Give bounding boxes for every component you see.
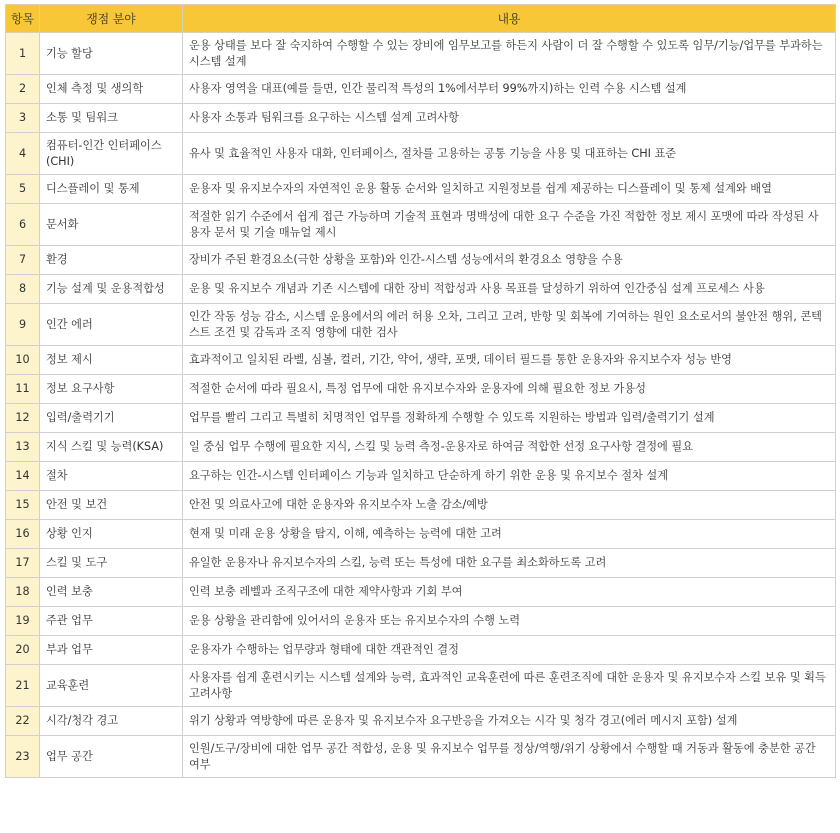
issue-area: 정보 제시 xyxy=(40,346,183,375)
header-area: 쟁점 분야 xyxy=(40,5,183,33)
issue-content: 인원/도구/장비에 대한 업무 공간 적합성, 운용 및 유지보수 업무를 정상/역행/위기 상황에서 수행할 때 거동과 활동에 충분한 공간 여부 xyxy=(183,736,836,778)
issue-content: 장비가 주된 환경요소(극한 상황을 포함)와 인간-시스템 성능에서의 환경요소 영향을 수용 xyxy=(183,246,836,275)
row-number: 22 xyxy=(6,707,40,736)
issue-area: 업무 공간 xyxy=(40,736,183,778)
row-number: 7 xyxy=(6,246,40,275)
issue-area: 인체 측정 및 생의학 xyxy=(40,75,183,104)
table-row xyxy=(6,736,836,778)
issue-area: 스킬 및 도구 xyxy=(40,549,183,578)
row-number: 14 xyxy=(6,462,40,491)
issue-content: 업무를 빨리 그리고 특별히 치명적인 업무를 정확하게 수행할 수 있도록 지원하는 방법과 입력/출력기기 설계 xyxy=(183,404,836,433)
table-row xyxy=(6,75,836,104)
table-header-row xyxy=(6,5,836,33)
issue-content: 현재 및 미래 운용 상황을 탐지, 이해, 예측하는 능력에 대한 고려 xyxy=(183,520,836,549)
issue-area: 입력/출력기기 xyxy=(40,404,183,433)
header-no: 항목 xyxy=(6,5,40,33)
issue-content: 사용자를 쉽게 훈련시키는 시스템 설계와 능력, 효과적인 교육훈련에 따른 훈련조직에 대한 운용자 및 유지보수자 스킬 보유 및 획득 고려사항 xyxy=(183,665,836,707)
issue-content: 운용 및 유지보수 개념과 기존 시스템에 대한 장비 적합성과 사용 목표를 달성하기 위하여 인간중심 설계 프로세스 사용 xyxy=(183,275,836,304)
table-row xyxy=(6,607,836,636)
row-number: 19 xyxy=(6,607,40,636)
issue-content: 위기 상황과 역방향에 따른 운용자 및 유지보수자 요구반응을 가져오는 시각 및 청각 경고(에러 메시지 포함) 설계 xyxy=(183,707,836,736)
issue-content: 인력 보충 레벨과 조직구조에 대한 제약사항과 기회 부여 xyxy=(183,578,836,607)
row-number: 11 xyxy=(6,375,40,404)
row-number: 4 xyxy=(6,133,40,175)
issue-content: 안전 및 의료사고에 대한 운용자와 유지보수자 노출 감소/예방 xyxy=(183,491,836,520)
issue-content: 운용 상황을 관리함에 있어서의 운용자 또는 유지보수자의 수행 노력 xyxy=(183,607,836,636)
issues-table xyxy=(5,4,836,778)
issue-area: 문서화 xyxy=(40,204,183,246)
issue-area: 주관 업무 xyxy=(40,607,183,636)
table-row xyxy=(6,304,836,346)
issue-area: 환경 xyxy=(40,246,183,275)
row-number: 2 xyxy=(6,75,40,104)
row-number: 20 xyxy=(6,636,40,665)
issue-area: 컴퓨터-인간 인터페이스(CHI) xyxy=(40,133,183,175)
row-number: 12 xyxy=(6,404,40,433)
issue-content: 운용자가 수행하는 업무량과 형태에 대한 객관적인 결정 xyxy=(183,636,836,665)
issue-area: 기능 할당 xyxy=(40,33,183,75)
row-number: 6 xyxy=(6,204,40,246)
table-row xyxy=(6,204,836,246)
row-number: 23 xyxy=(6,736,40,778)
issue-area: 시각/청각 경고 xyxy=(40,707,183,736)
issue-area: 안전 및 보건 xyxy=(40,491,183,520)
table-row xyxy=(6,665,836,707)
issue-content: 요구하는 인간-시스템 인터페이스 기능과 일치하고 단순하게 하기 위한 운용 및 유지보수 절차 설계 xyxy=(183,462,836,491)
issue-area: 상황 인지 xyxy=(40,520,183,549)
issue-area: 인간 에러 xyxy=(40,304,183,346)
issue-area: 교육훈련 xyxy=(40,665,183,707)
row-number: 1 xyxy=(6,33,40,75)
issue-content: 운용 상태를 보다 잘 숙지하여 수행할 수 있는 장비에 임무보고를 하든지 사람이 더 잘 수행할 수 있도록 임무/기능/업무를 부과하는 시스템 설계 xyxy=(183,33,836,75)
issue-content: 유일한 운용자나 유지보수자의 스킬, 능력 또는 특성에 대한 요구를 최소화하도록 고려 xyxy=(183,549,836,578)
table-row xyxy=(6,707,836,736)
row-number: 5 xyxy=(6,175,40,204)
issue-content: 적절한 순서에 따라 필요시, 특정 업무에 대한 유지보수자와 운용자에 의해 필요한 정보 가용성 xyxy=(183,375,836,404)
issue-content: 유사 및 효율적인 사용자 대화, 인터페이스, 절차를 고용하는 공통 기능을 사용 및 대표하는 CHI 표준 xyxy=(183,133,836,175)
table-row xyxy=(6,375,836,404)
table-row xyxy=(6,246,836,275)
issue-area: 기능 설계 및 운용적합성 xyxy=(40,275,183,304)
header-content: 내용 xyxy=(183,5,836,33)
row-number: 10 xyxy=(6,346,40,375)
issue-content: 사용자 영역을 대표(예를 들면, 인간 물리적 특성의 1%에서부터 99%까지)하는 인력 수용 시스템 설계 xyxy=(183,75,836,104)
row-number: 16 xyxy=(6,520,40,549)
table-row xyxy=(6,578,836,607)
table-row xyxy=(6,462,836,491)
table-row xyxy=(6,175,836,204)
issue-area: 절차 xyxy=(40,462,183,491)
table-row xyxy=(6,404,836,433)
issue-area: 디스플레이 및 통제 xyxy=(40,175,183,204)
row-number: 15 xyxy=(6,491,40,520)
table-row xyxy=(6,520,836,549)
issue-area: 부과 업무 xyxy=(40,636,183,665)
table-row xyxy=(6,104,836,133)
row-number: 17 xyxy=(6,549,40,578)
row-number: 21 xyxy=(6,665,40,707)
table-row xyxy=(6,275,836,304)
issue-content: 적절한 읽기 수준에서 쉽게 접근 가능하며 기술적 표현과 명백성에 대한 요구 수준을 가진 적합한 정보 제시 포맷에 따라 작성된 사용자 문서 및 기술 매뉴얼 제시 xyxy=(183,204,836,246)
row-number: 9 xyxy=(6,304,40,346)
issue-area: 정보 요구사항 xyxy=(40,375,183,404)
table-row xyxy=(6,491,836,520)
issue-content: 효과적이고 일치된 라벨, 심볼, 컬러, 기간, 약어, 생략, 포맷, 데이터 필드를 통한 운용자와 유지보수자 성능 반영 xyxy=(183,346,836,375)
issue-content: 사용자 소통과 팀워크를 요구하는 시스템 설계 고려사항 xyxy=(183,104,836,133)
table-row xyxy=(6,33,836,75)
table-row xyxy=(6,433,836,462)
table-row xyxy=(6,549,836,578)
table-row xyxy=(6,133,836,175)
issue-content: 운용자 및 유지보수자의 자연적인 운용 활동 순서와 일치하고 지원정보를 쉽게 제공하는 디스플레이 및 통제 설계와 배열 xyxy=(183,175,836,204)
table-row xyxy=(6,346,836,375)
issue-area: 지식 스킬 및 능력(KSA) xyxy=(40,433,183,462)
table-row xyxy=(6,636,836,665)
issue-area: 인력 보충 xyxy=(40,578,183,607)
issue-area: 소통 및 팀워크 xyxy=(40,104,183,133)
row-number: 13 xyxy=(6,433,40,462)
row-number: 3 xyxy=(6,104,40,133)
row-number: 8 xyxy=(6,275,40,304)
issue-content: 일 중심 업무 수행에 필요한 지식, 스킬 및 능력 측정-운용자로 하여금 적합한 선정 요구사항 결정에 필요 xyxy=(183,433,836,462)
row-number: 18 xyxy=(6,578,40,607)
issue-content: 인간 작동 성능 감소, 시스템 운용에서의 에러 허용 오차, 그리고 고려, 반항 및 회복에 기여하는 원인 요소로서의 불안전 행위, 콘텍스트 조건 및 감독과 조직 영향에 대한 검사 xyxy=(183,304,836,346)
